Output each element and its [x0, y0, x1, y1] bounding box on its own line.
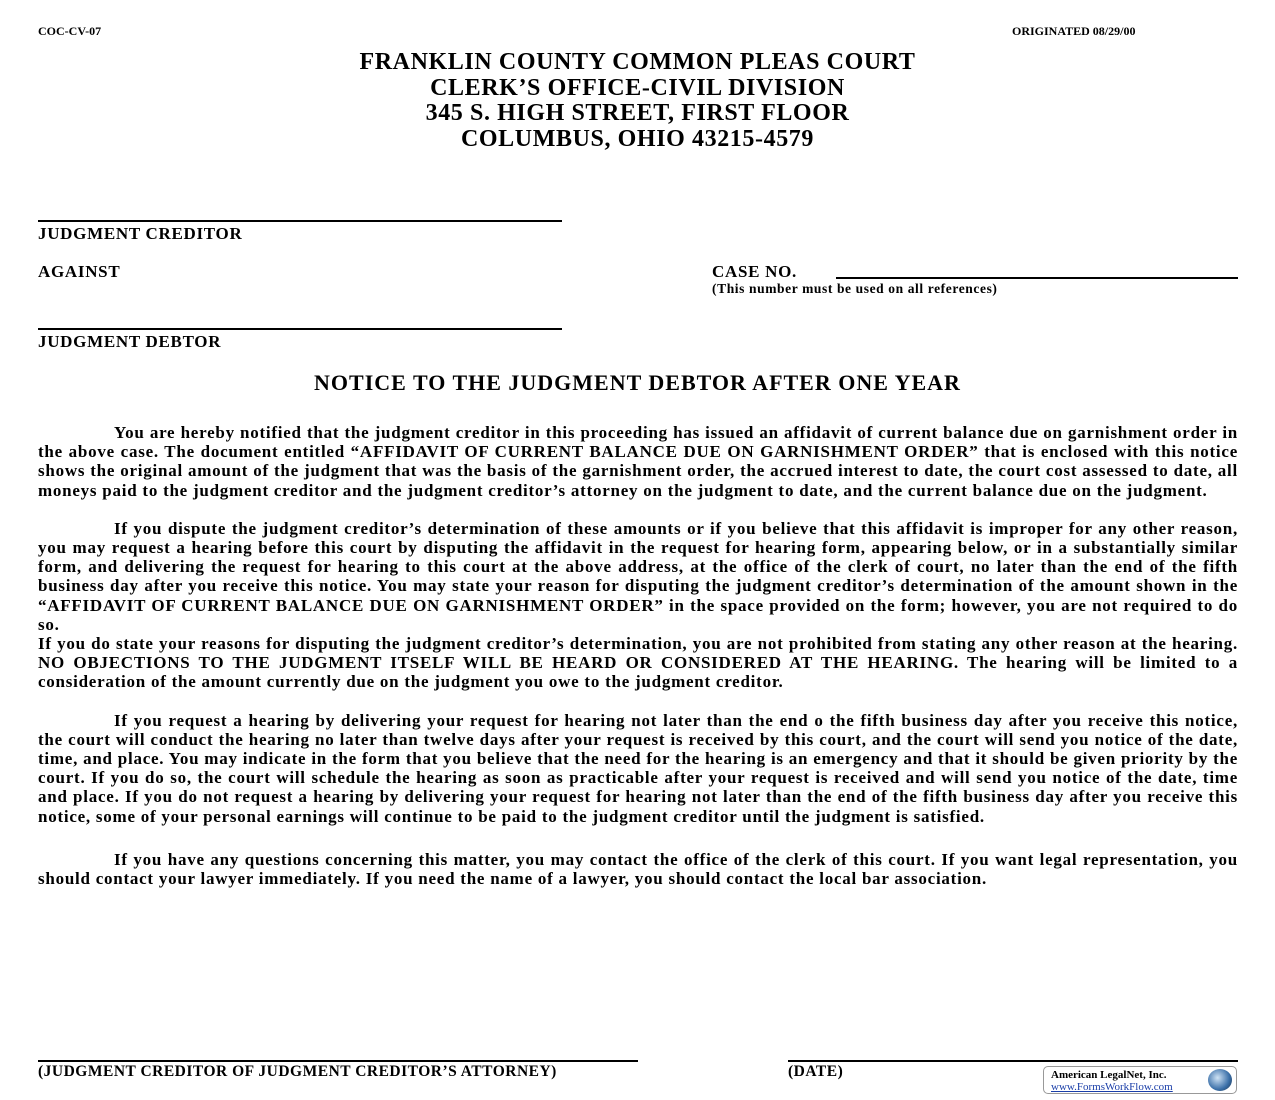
judgment-debtor-line[interactable] [38, 328, 562, 330]
date-line[interactable] [788, 1060, 1238, 1062]
logo-url-link[interactable]: www.FormsWorkFlow.com [1051, 1081, 1173, 1093]
judgment-creditor-line[interactable] [38, 220, 562, 222]
paragraph: If you dispute the judgment creditor’s determination of these amounts or if you believe that this affidavit is improper for any other reason, you may request a hearing before this court by disputing the affidavit in the request for hearing form, appearing below, or in a substantially similar form, and delivering the request for hearing to this court at the above address, at the office of the clerk of court, no later than the end of the fifth business day after you receive this notice. You may state your reason for disputing the judgment creditor’s determination of the amount shown in the “AFFIDAVIT OF CURRENT BALANCE DUE ON GARNISHMENT ORDER” in the space provided on the form; however, you are not required to do so. [38, 518, 1238, 634]
case-no-label: CASE NO. [712, 262, 797, 281]
notice-body [38, 423, 1238, 888]
originated-date: ORIGINATED 08/29/00 [1012, 24, 1136, 38]
signature-line[interactable] [38, 1060, 638, 1062]
american-legalnet-logo [1043, 1066, 1237, 1094]
against-label: AGAINST [38, 262, 121, 281]
header-line: CLERK’S OFFICE-CIVIL DIVISION [430, 74, 845, 101]
header-line: COLUMBUS, OHIO 43215-4579 [460, 125, 814, 152]
paragraph: If you have any questions concerning this matter, you may contact the office of the clerk of this court. If you want legal representation, you should contact your lawyer immediately. If you need the name of a lawyer, you should contact the local bar association. [38, 849, 1238, 889]
paragraph: If you request a hearing by delivering your request for hearing not later than the end o the fifth business day after you receive this notice, the court will conduct the hearing no later than twelve days after your request is received by this court, and the court will send you notice of the date, time, and place. You may indicate in the form that you believe that the need for the hearing is an emergency and that it should be given priority by the court. If you do so, the court will schedule the hearing as soon as practicable after your request is received and will send you notice of the date, time and place. If you do not request a hearing by delivering your request for hearing not later than the end of the fifth business day after you receive this notice, some of your personal earnings will continue to be paid to the judgment creditor until the judgment is satisfied. [38, 710, 1238, 826]
header-line: 345 S. HIGH STREET, FIRST FLOOR [425, 100, 850, 126]
form-id: COC-CV-07 [38, 24, 102, 38]
signature-label: (JUDGMENT CREDITOR OF JUDGMENT CREDITOR’S ATTORNEY) [38, 1063, 557, 1080]
globe-icon [1208, 1069, 1232, 1091]
case-no-note: (This number must be used on all references) [712, 281, 998, 296]
header-line: FRANKLIN COUNTY COMMON PLEAS COURT [359, 49, 916, 75]
judgment-debtor-label: JUDGMENT DEBTOR [38, 332, 222, 351]
paragraph: You are hereby notified that the judgment creditor in this proceeding has issued an affidavit of current balance due on garnishment order in the above case. The document entitled “AFFIDAVIT OF CURRENT BALANCE DUE ON GARNISHMENT ORDER” that is enclosed with this notice shows the original amount of the judgment that was the basis of the garnishment order, the accrued interest to date, the court cost assessed to date, all moneys paid to the judgment creditor and the judgment creditor’s attorney on the judgment to date, and the current balance due on the judgment. [38, 423, 1238, 500]
logo-company: American LegalNet, Inc. [1051, 1069, 1167, 1081]
notice-title: NOTICE TO THE JUDGMENT DEBTOR AFTER ONE YEAR [314, 370, 961, 395]
court-header [0, 50, 1275, 152]
judgment-creditor-label: JUDGMENT CREDITOR [38, 224, 243, 243]
case-no-line[interactable] [836, 277, 1238, 279]
date-label: (DATE) [788, 1063, 844, 1080]
paragraph: If you do state your reasons for disputing the judgment creditor’s determination, you are not prohibited from stating any other reason at the hearing. NO OBJECTIONS TO THE JUDGMENT ITSELF WILL BE HEARD OR CONSIDERED AT THE HEARING. The hearing will be limited to a consideration of the amount currently due on the judgment you owe to the judgment creditor. [38, 634, 1238, 692]
